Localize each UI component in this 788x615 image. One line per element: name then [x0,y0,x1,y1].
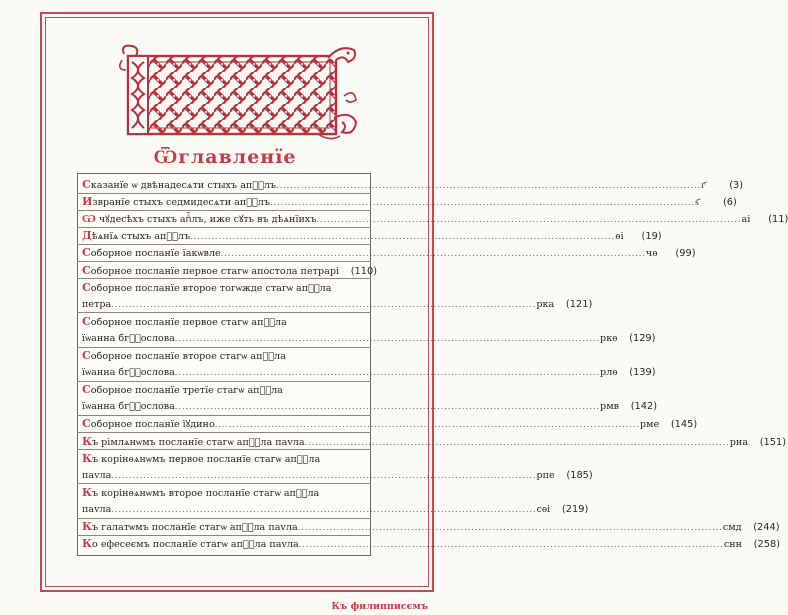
toc-text: казанїе ѡ двѣнадесѧти стыхъ апⷭ҇лъ [90,180,277,191]
toc-entry-title [82,364,175,382]
toc-text: ъ рімлѧнѡмъ посланїе стагѡ апⷭ҇ла пavла [92,436,305,448]
toc-folio: ѕ҃ [695,197,699,209]
toc-entry [82,244,696,262]
toc-page-number: (129) [629,332,656,344]
toc-text: пavла [82,469,112,481]
toc-folio: рі [329,265,340,277]
toc-text: ъ корінѳѧнѡмъ пeрвое посланїе стагѡ апⷭ҇ла [92,453,321,465]
toc-folio: г҃ [701,180,706,191]
toc-folio: рлѳ [600,367,618,379]
toc-text: оборное посланїе їꙋдино [90,419,215,431]
toc-leader-dots: ........................................................................................................................ [111,504,537,514]
toc-entry [82,279,369,297]
toc-initial: К [82,537,93,551]
toc-page-number: (185) [566,469,593,481]
toc-page-number: (11) [768,214,788,226]
toc-entry [82,364,656,382]
toc-entry [82,347,369,365]
toc-text: ъ галатѡмъ посланїе стагѡ апⷭ҇ла пavла [92,522,298,533]
toc-entry-title [82,296,111,314]
toc-leader-dots: ........................................................................................................................ [269,198,696,208]
toc-folio: рмв [600,401,620,413]
toc-text: ъ корінѳѧнѡмъ второе посланїе стагѡ апⷭ҇ла [92,487,320,499]
toc-entry [82,210,788,228]
toc-entry [82,330,656,348]
toc-initial: К [82,451,93,465]
toc-page-number: (110) [350,265,378,277]
toc-page-number: (151) [759,436,787,448]
toc-text: оборное посланїе пeрвое стагѡ апⷭ҇ла [90,316,287,328]
toc-text: оборное посланїе трeтїе стагѡ апⷭ҇ла [90,385,283,397]
toc-entry [82,176,744,194]
toc-entry-title [82,398,175,416]
toc-leader-dots: ........................................................................................................................ [276,181,702,190]
toc-entry [82,381,369,399]
toc-entry [82,296,593,314]
toc-folio: сѳі [536,503,551,515]
toc-initial: К [82,434,93,448]
toc-folio: чѳ [645,248,658,260]
toc-entry-title [82,330,175,348]
toc-initial: Ѡ [82,212,96,226]
toc-leader-dots: ........................................................................................................................ [220,249,646,259]
toc-leader-dots: ........................................................................................................................ [174,368,601,378]
toc-initial: Д [82,229,92,243]
toc-text: ѣѧнїѧ стыхъ апⷭ҇лъ [91,231,191,243]
toc-leader-dots: ........................................................................................................................ [316,215,742,225]
toc-page-number: (258) [753,539,781,551]
toc-folio: рна [729,436,749,448]
toc-entry [82,227,662,245]
toc-page-number: (142) [630,401,658,413]
toc-entry [82,313,369,331]
toc-initial: С [82,280,91,294]
page-title: Ѿглавлeнїе [153,146,297,168]
toc-folio: снн [723,539,743,551]
toc-text: петра [82,298,112,310]
toc-text: ïѡанна бгⷭ҇ослова [82,401,175,413]
toc-entry [82,415,698,433]
toc-leader-dots: ........................................................................................................................ [111,299,537,309]
toc-text: ïѡанна бгⷭ҇ослова [82,367,175,379]
toc-page-number: (19) [641,231,662,243]
toc-folio: рме [639,419,660,431]
toc-leader-dots: ........................................................................................................................ [298,540,724,550]
toc-initial: С [82,178,91,191]
toc-folio: ѳі [615,231,624,243]
toc-folio: рпе [536,469,555,481]
toc-leader-dots: ........................................................................................................................ [190,232,616,242]
toc-entry-title [82,501,111,519]
toc-initial: К [82,520,93,533]
toc-page-number: (3) [729,180,744,191]
toc-page-number: (99) [675,248,696,260]
toc-entry [82,518,780,536]
toc-text: зврaнїе стыхъ седмидесѧти апⷭ҇лъ [92,197,270,209]
toc-leader-dots: ........................................................................................................................ [214,420,640,430]
toc-initial: С [82,383,91,397]
toc-folio: рка [536,298,555,310]
toc-leader-dots: ........................................................................................................................ [297,523,723,532]
toc-page-number: (145) [670,419,698,431]
toc-initial: С [82,349,91,362]
toc-folio: ркѳ [600,332,618,344]
toc-page-number: (244) [753,522,780,533]
toc-entry [82,467,593,485]
toc-entry [82,450,369,468]
toc-text: оборное посланїе пeрвое стагѡ апостола петра [90,265,330,277]
toc-entry [82,484,369,502]
toc-initial: С [82,314,91,328]
toc-leader-dots: ........................................................................................................................ [174,333,601,343]
toc-folio: аі [741,214,751,226]
toc-text: ïѡанна бгⷭ҇ослова [82,332,175,344]
catchword: Къ филипписємъ [331,601,428,612]
toc-leader-dots: ........................................................................................................................ [304,437,730,447]
toc-text: пavла [82,503,112,515]
toc-initial: И [82,195,93,209]
toc-initial: С [82,246,91,260]
toc-page-number: (219) [561,503,589,515]
toc-leader-dots: ........................................................................................................................ [111,470,537,480]
toc-initial: С [82,263,91,277]
toc-entry [82,433,787,451]
toc-entry [82,193,737,211]
toc-entry-title [82,535,299,554]
interlace-ornament-icon [118,40,360,143]
toc-entry [82,262,378,280]
toc-text: оборное посланїе второе стагѡ апⷭ҇ла [90,351,286,362]
toc-entry [82,535,781,553]
toc-text: оборное посланїе ïакѡвле [90,248,221,260]
toc-text: чꙋдесѣхъ стыхъ апⷭ҇лъ, иже сꙋть въ дѣѧнїихъ [95,214,317,226]
toc-page-number: (139) [629,367,656,379]
toc-page-number: (121) [565,298,593,310]
toc-initial: К [82,485,93,499]
toc-entry-title [82,467,111,485]
toc-entry [82,398,658,416]
toc-leader-dots: ........................................................................................................................ [174,402,601,412]
toc-page-number: (6) [722,197,737,209]
toc-text: о ефесеємъ посланїе стагѡ апⷭ҇ла пavла [92,539,299,551]
toc-entry [82,501,589,519]
toc-folio: смд [722,522,742,533]
toc-text: оборное посланїе второе тогѡжде стагѡ апⷭ҇ла [90,282,332,294]
toc-initial: С [82,417,91,431]
